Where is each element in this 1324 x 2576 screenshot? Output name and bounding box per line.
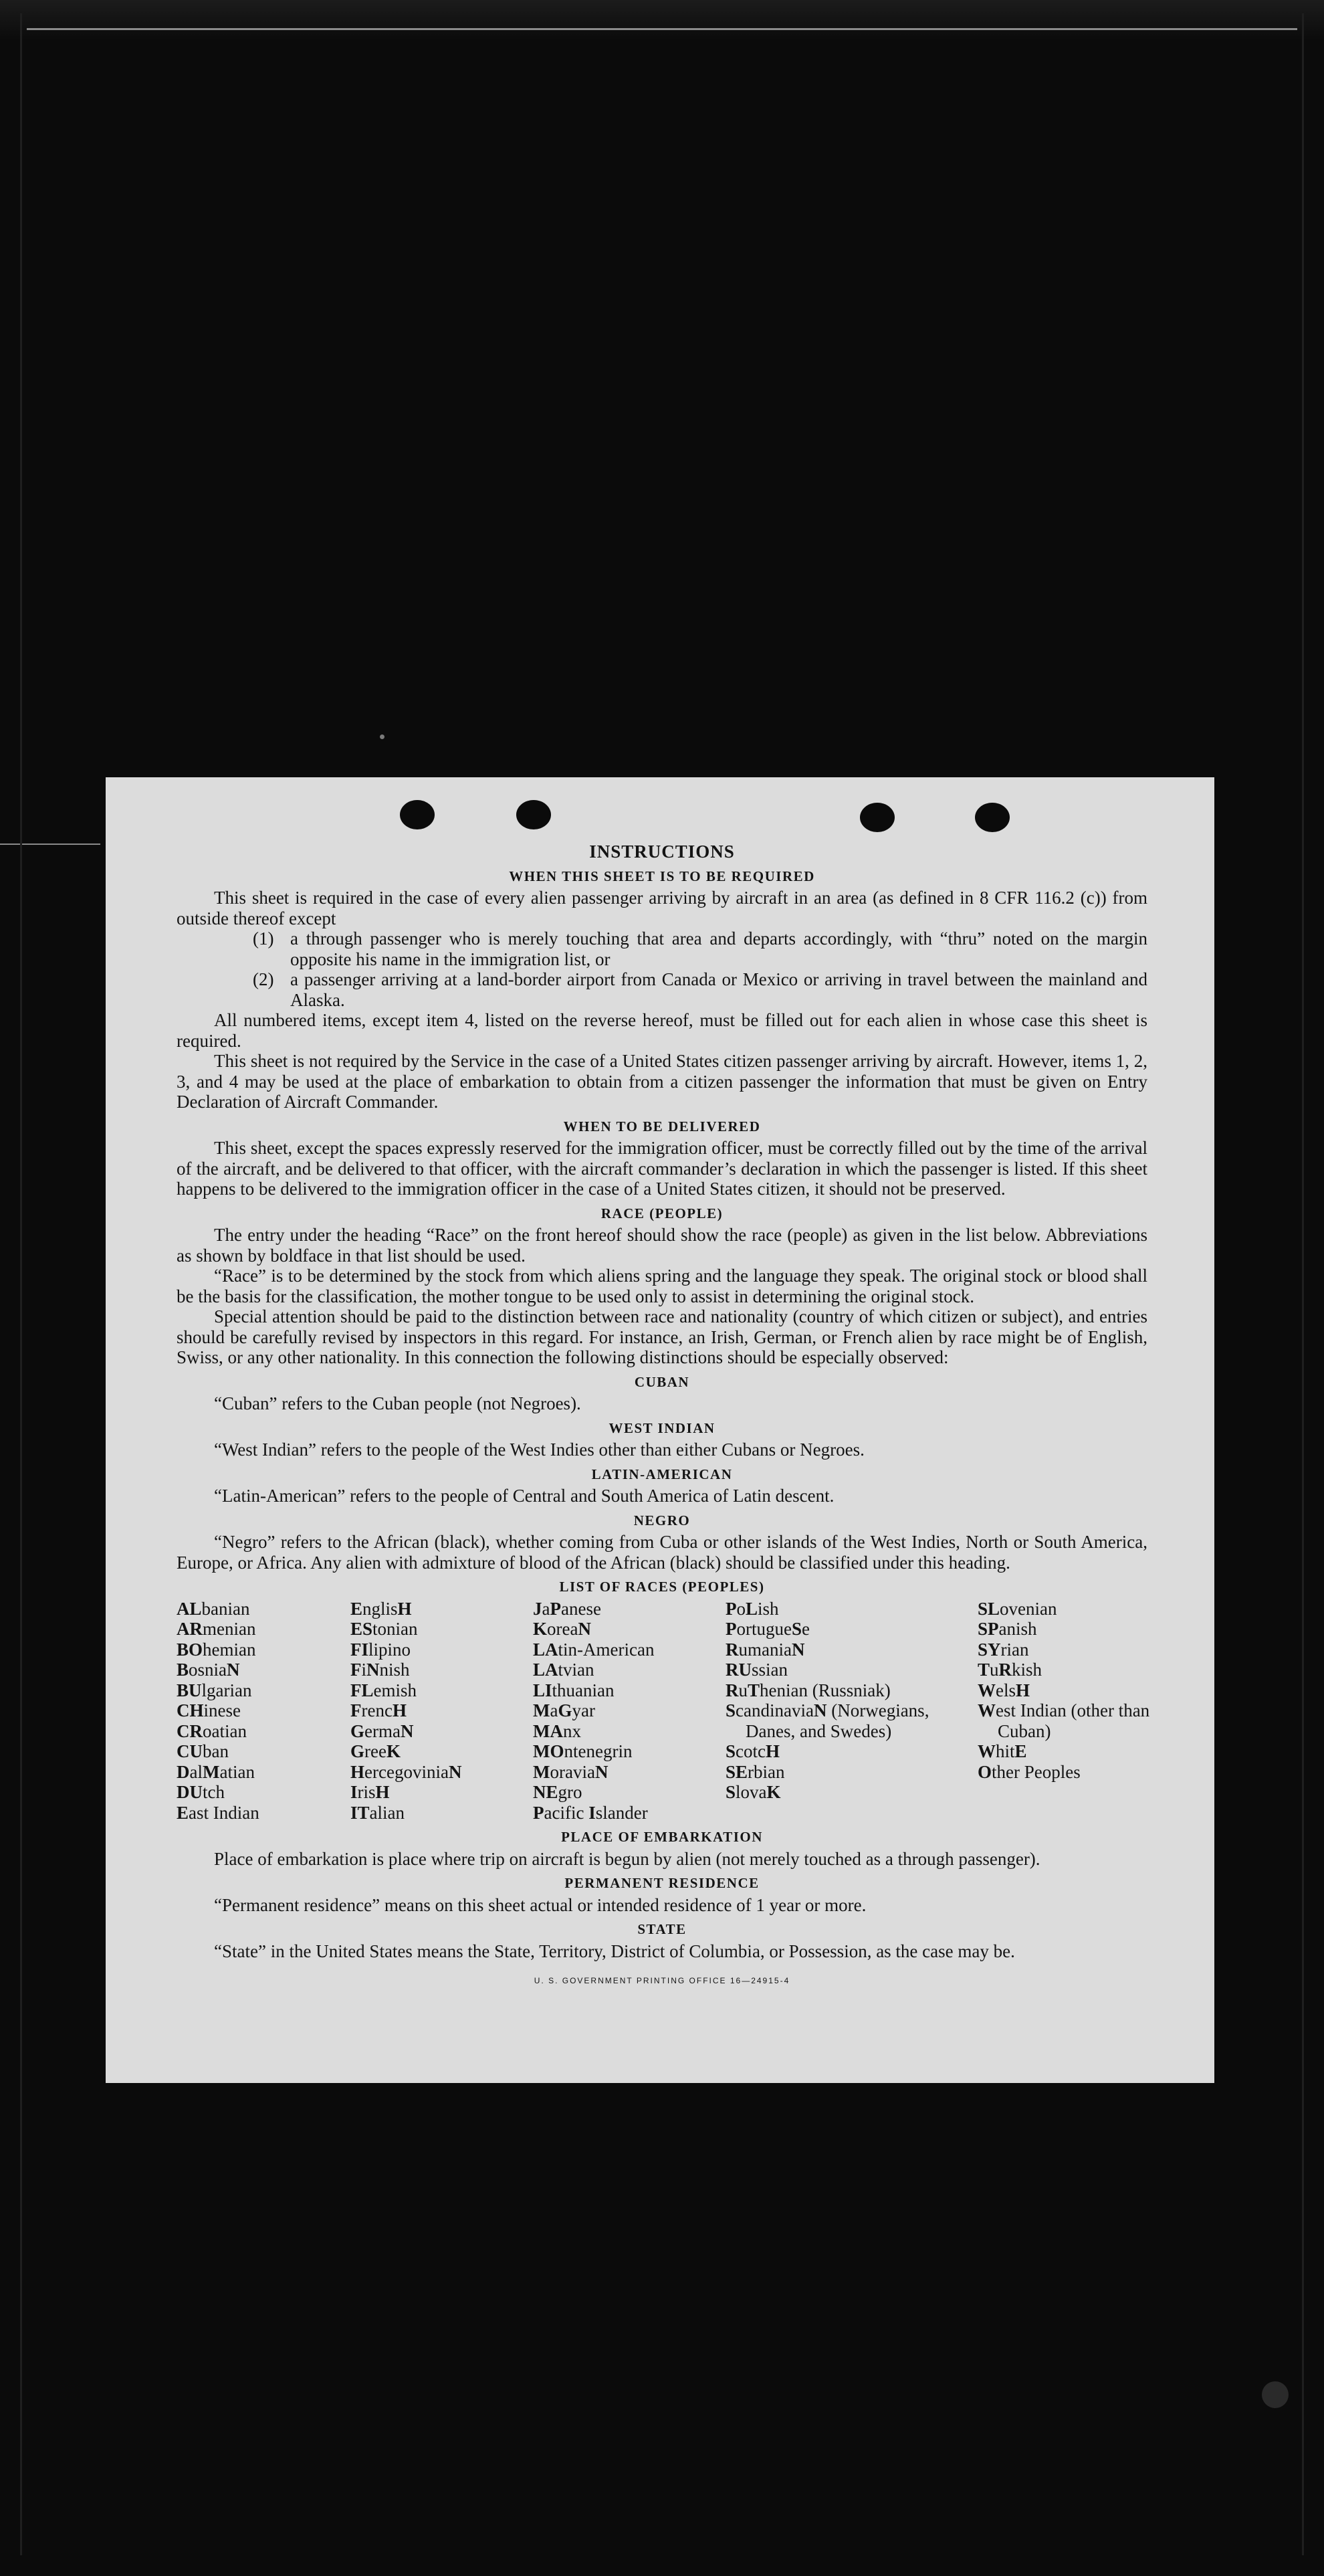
race-name-part: slander <box>595 1802 648 1823</box>
race-name-part: ntenegrin <box>564 1741 633 1761</box>
paragraph: “Latin-American” refers to the people of Central and South America of Latin descent. <box>214 1486 835 1506</box>
race-name-part: lgarian <box>201 1680 252 1700</box>
race-name-part: inese <box>203 1700 241 1720</box>
race-entry <box>726 1640 978 1660</box>
race-abbreviation: S <box>726 1741 736 1761</box>
race-column <box>533 1599 726 1823</box>
paragraph: “West Indian” refers to the people of the West Indies other than either Cubans or Negroes. <box>214 1440 865 1460</box>
paragraph: “State” in the United States means the State, Territory, District of Columbia, or Possession, as the case may be. <box>214 1941 1015 1961</box>
race-entry <box>350 1700 533 1721</box>
race-entry <box>533 1721 726 1742</box>
race-entry <box>533 1782 726 1803</box>
race-entry <box>533 1619 726 1640</box>
race-entry <box>177 1721 350 1742</box>
race-entry <box>177 1782 350 1803</box>
race-abbreviation: T <box>748 1680 760 1700</box>
race-name-part: lipino <box>368 1639 411 1660</box>
race-name-part: alian <box>369 1802 405 1823</box>
race-entry <box>350 1803 533 1823</box>
race-name-part: tch <box>203 1782 225 1802</box>
race-entry <box>177 1660 350 1680</box>
race-entry <box>533 1660 726 1680</box>
race-abbreviation: ES <box>350 1619 373 1639</box>
race-abbreviation: N <box>448 1761 462 1782</box>
race-name-part: menian <box>203 1619 256 1639</box>
race-entry <box>726 1762 978 1783</box>
section-heading: WEST INDIAN <box>609 1419 715 1436</box>
race-entry <box>350 1619 533 1640</box>
race-entry <box>978 1762 1151 1783</box>
race-name-part: umania <box>738 1639 792 1660</box>
race-name-part: (Norwegians, Danes, and Swedes) <box>746 1700 929 1741</box>
race-name-part: kish <box>1012 1660 1042 1680</box>
race-abbreviation: W <box>978 1700 996 1720</box>
race-entry <box>978 1599 1151 1619</box>
race-abbreviation: H <box>350 1761 365 1782</box>
race-abbreviation: N <box>227 1660 240 1680</box>
race-abbreviation: SY <box>978 1639 1001 1660</box>
race-abbreviation: E <box>177 1802 189 1823</box>
race-abbreviation: G <box>558 1700 572 1720</box>
race-abbreviation: R <box>726 1680 739 1700</box>
race-abbreviation: P <box>726 1619 737 1639</box>
race-name-part: tin-American <box>558 1639 655 1660</box>
race-name-part: ortugue <box>736 1619 792 1639</box>
printing-office-footer: U. S. GOVERNMENT PRINTING OFFICE 16—24915-4 <box>534 1976 790 1985</box>
race-abbreviation: E <box>350 1598 363 1619</box>
race-name-part: est Indian (other than Cuban) <box>996 1700 1150 1741</box>
race-entry <box>177 1803 350 1823</box>
race-entry <box>726 1741 978 1762</box>
document-title: INSTRUCTIONS <box>589 841 735 862</box>
race-name-part: banian <box>201 1598 250 1619</box>
section-heading: LIST OF RACES (PEOPLES) <box>559 1579 765 1595</box>
race-abbreviation: LA <box>533 1660 558 1680</box>
paragraph: Special attention should be paid to the distinction between race and nationality (country of which citizen or subject), and entries should be carefully revised by inspectors in this regard. For instance, an Irish, German, or French alien by race might be of English, Swiss, or any other nationality. In this connection the following distinctions should be especially observed: <box>177 1306 1147 1367</box>
race-abbreviation: T <box>978 1660 990 1680</box>
race-abbreviation: LA <box>533 1639 558 1660</box>
race-name-part: renc <box>361 1700 393 1720</box>
race-abbreviation: FI <box>350 1639 368 1660</box>
race-abbreviation: CH <box>177 1700 204 1720</box>
race-entry <box>350 1599 533 1619</box>
race-name-part: ast Indian <box>189 1802 259 1823</box>
race-column <box>350 1599 533 1823</box>
race-entry <box>177 1619 350 1640</box>
race-abbreviation: I <box>588 1802 596 1823</box>
race-abbreviation: P <box>533 1802 544 1823</box>
race-abbreviation: B <box>177 1660 189 1680</box>
race-name-part: rian <box>1000 1639 1029 1660</box>
race-name-part: yar <box>572 1700 595 1720</box>
race-abbreviation: N <box>813 1700 827 1720</box>
race-name-part: u <box>738 1680 748 1700</box>
section-heading: PLACE OF EMBARKATION <box>561 1829 763 1845</box>
paragraph: “Race” is to be determined by the stock from which aliens spring and the language they speak. The original stock or blood shall be the basis for the classification, the mother tongue to be used only to assist in determining the original stock. <box>177 1266 1147 1306</box>
race-abbreviation: FL <box>350 1680 374 1700</box>
race-name-part: anese <box>560 1598 601 1619</box>
race-name-part: henian (Russniak) <box>760 1680 891 1700</box>
race-entry <box>533 1680 726 1701</box>
race-abbreviation: MO <box>533 1741 564 1761</box>
race-abbreviation: R <box>726 1639 739 1660</box>
dust-speck <box>380 734 384 739</box>
race-entry <box>978 1680 1151 1701</box>
race-name-part: oravia <box>550 1761 595 1782</box>
race-entry <box>533 1741 726 1762</box>
race-abbreviation: AR <box>177 1619 203 1639</box>
paragraph: This sheet is required in the case of every alien passenger arriving by aircraft in an area (as defined in 8 CFR 116.2 (c)) from outside thereof except <box>177 888 1147 928</box>
race-abbreviation: P <box>550 1598 561 1619</box>
race-abbreviation: BO <box>177 1639 203 1660</box>
race-entry <box>726 1660 978 1680</box>
race-abbreviation: J <box>533 1598 542 1619</box>
race-name-part: lova <box>736 1782 767 1802</box>
race-name-part: rbian <box>748 1761 785 1782</box>
race-abbreviation: S <box>791 1619 802 1639</box>
race-column <box>177 1599 350 1823</box>
race-name-part: ban <box>203 1741 229 1761</box>
race-abbreviation: N <box>400 1720 414 1741</box>
race-name-part: a <box>550 1700 558 1720</box>
race-entry <box>533 1700 726 1721</box>
race-abbreviation: H <box>392 1700 407 1720</box>
race-entry <box>350 1762 533 1783</box>
race-entry <box>350 1660 533 1680</box>
list-item <box>253 969 1147 1010</box>
race-entry <box>177 1741 350 1762</box>
race-entry <box>177 1700 350 1721</box>
race-entry <box>726 1680 978 1701</box>
dust-speck <box>1262 2381 1289 2408</box>
race-name-part: ssian <box>752 1660 788 1680</box>
section-heading: CUBAN <box>634 1373 690 1390</box>
race-entry <box>978 1741 1151 1762</box>
race-name-part: erma <box>364 1720 401 1741</box>
list-number: (1) <box>253 928 274 949</box>
race-entry <box>533 1762 726 1783</box>
race-abbreviation: E <box>1014 1741 1027 1761</box>
race-column <box>978 1599 1151 1823</box>
race-abbreviation: DU <box>177 1782 203 1802</box>
race-entry <box>177 1680 350 1701</box>
section-heading: NEGRO <box>633 1512 691 1528</box>
paragraph: “Permanent residence” means on this sheet actual or intended residence of 1 year or more. <box>214 1894 867 1915</box>
race-entry <box>726 1700 978 1741</box>
race-name-part: cotc <box>736 1741 766 1761</box>
race-abbreviation: CU <box>177 1741 203 1761</box>
race-name-part: els <box>996 1680 1016 1700</box>
race-abbreviation: W <box>978 1741 996 1761</box>
race-name-part: gro <box>558 1782 582 1802</box>
race-abbreviation: LI <box>533 1680 552 1700</box>
race-abbreviation: AL <box>177 1598 202 1619</box>
race-entry <box>726 1619 978 1640</box>
race-entry <box>177 1762 350 1783</box>
race-abbreviation: S <box>726 1700 736 1720</box>
race-entry <box>350 1741 533 1762</box>
race-abbreviation: O <box>978 1761 992 1782</box>
race-entry <box>177 1599 350 1619</box>
race-entry <box>177 1640 350 1660</box>
paragraph: All numbered items, except item 4, listed on the reverse hereof, must be filled out for each alien in whose case this sheet is required. <box>177 1010 1147 1051</box>
race-abbreviation: P <box>726 1598 737 1619</box>
race-abbreviation: F <box>350 1660 362 1680</box>
race-name-part: acific <box>544 1802 589 1823</box>
race-entry <box>350 1640 533 1660</box>
paragraph: “Negro” refers to the African (black), whether coming from Cuba or other islands of the West Indies, North or South America, Europe, or Africa. Any alien with admixture of blood of the African (black) should be classified under this heading. <box>177 1532 1147 1573</box>
race-abbreviation: SL <box>978 1598 1000 1619</box>
race-abbreviation: L <box>746 1598 758 1619</box>
race-entry <box>978 1619 1151 1640</box>
section-heading: STATE <box>637 1921 687 1937</box>
race-name-part: i <box>361 1660 367 1680</box>
paragraph: The entry under the heading “Race” on the front hereof should show the race (people) as given in the list below. Abbreviations as shown by boldface in that list should be used. <box>177 1225 1147 1266</box>
race-abbreviation: H <box>375 1782 390 1802</box>
race-entry <box>726 1782 978 1803</box>
race-abbreviation: SE <box>726 1761 748 1782</box>
race-name-part: tonian <box>372 1619 418 1639</box>
list-text: a through passenger who is merely touching that area and departs accordingly, with “thru” noted on the margin opposite his name in the immigration list, or <box>290 928 1147 969</box>
section-heading: RACE (PEOPLE) <box>600 1205 724 1221</box>
race-abbreviation: NE <box>533 1782 558 1802</box>
race-column <box>726 1599 978 1823</box>
race-abbreviation: S <box>726 1782 736 1802</box>
race-abbreviation: N <box>578 1619 591 1639</box>
punch-hole <box>400 800 435 829</box>
race-name-part: nglis <box>362 1598 398 1619</box>
race-abbreviation: D <box>177 1761 190 1782</box>
race-abbreviation: K <box>386 1741 401 1761</box>
race-name-part: ish <box>758 1598 779 1619</box>
race-name-part: thuanian <box>552 1680 615 1700</box>
race-name-part: oatian <box>203 1720 247 1741</box>
punch-hole <box>860 803 895 832</box>
race-abbreviation: MA <box>533 1720 563 1741</box>
section-heading: PERMANENT RESIDENCE <box>564 1875 760 1891</box>
race-entry <box>533 1640 726 1660</box>
list-text: a passenger arriving at a land-border airport from Canada or Mexico or arriving in travel between the mainland and Alaska. <box>290 969 1147 1010</box>
race-abbreviation: H <box>397 1598 412 1619</box>
race-abbreviation: RU <box>726 1660 752 1680</box>
race-entry <box>978 1700 1151 1741</box>
race-abbreviation: K <box>533 1619 548 1639</box>
race-entry <box>533 1599 726 1619</box>
section-heading: LATIN-AMERICAN <box>591 1466 733 1482</box>
paragraph: This sheet is not required by the Service in the case of a United States citizen passenger arriving by aircraft. However, items 1, 2, 3, and 4 may be used at the place of embarkation to obtain from a citizen passenger the information that must be given on Entry Declaration of Aircraft Commander. <box>177 1051 1147 1112</box>
race-name-part: candinavia <box>736 1700 814 1720</box>
section-heading: WHEN TO BE DELIVERED <box>563 1118 761 1134</box>
list-item <box>253 928 1147 969</box>
race-abbreviation: F <box>350 1700 362 1720</box>
race-name-part: nx <box>562 1720 581 1741</box>
race-entry <box>350 1680 533 1701</box>
race-name-part: al <box>189 1761 203 1782</box>
race-abbreviation: BU <box>177 1680 202 1700</box>
paragraph: “Cuban” refers to the Cuban people (not Negroes). <box>214 1393 581 1413</box>
race-abbreviation: K <box>766 1782 781 1802</box>
race-abbreviation: M <box>533 1700 550 1720</box>
race-abbreviation: I <box>350 1782 358 1802</box>
race-abbreviation: M <box>533 1761 550 1782</box>
race-abbreviation: SP <box>978 1619 999 1639</box>
race-entry <box>350 1721 533 1742</box>
race-name-part: hit <box>996 1741 1015 1761</box>
race-abbreviation: W <box>978 1680 996 1700</box>
race-entry <box>350 1782 533 1803</box>
race-abbreviation: N <box>594 1761 609 1782</box>
race-name-part: ree <box>364 1741 387 1761</box>
race-name-part: hemian <box>203 1639 256 1660</box>
race-name-part: ercegovinia <box>364 1761 449 1782</box>
race-entry <box>978 1640 1151 1660</box>
race-abbreviation: N <box>366 1660 380 1680</box>
race-entry <box>533 1803 726 1823</box>
paragraph: This sheet, except the spaces expressly reserved for the immigration officer, must be correctly filled out by the time of the arrival of the aircraft, and be delivered to that officer, with the aircraft commander’s declaration in which the passenger is listed. If this sheet happens to be delivered to the immigration officer in the case of a United States citizen, it should not be preserved. <box>177 1138 1147 1199</box>
instruction-sheet <box>106 777 1214 2083</box>
punch-hole <box>516 800 551 829</box>
race-abbreviation: M <box>203 1761 220 1782</box>
race-name-part: tvian <box>558 1660 594 1680</box>
race-name-part: ris <box>357 1782 376 1802</box>
paragraph: Place of embarkation is place where trip on aircraft is begun by alien (not merely touched as a through passenger). <box>214 1848 1040 1869</box>
race-name-part: ther Peoples <box>992 1761 1081 1782</box>
race-name-part: anish <box>998 1619 1037 1639</box>
race-name-part: emish <box>373 1680 417 1700</box>
punch-hole <box>975 803 1010 832</box>
race-abbreviation: G <box>350 1741 365 1761</box>
race-abbreviation: G <box>350 1720 365 1741</box>
race-name-part: orea <box>547 1619 578 1639</box>
race-name-part: nish <box>379 1660 410 1680</box>
race-abbreviation: CR <box>177 1720 203 1741</box>
race-name-part: ovenian <box>1000 1598 1057 1619</box>
race-name-part: o <box>736 1598 746 1619</box>
list-number: (2) <box>253 969 274 989</box>
race-abbreviation: N <box>791 1639 805 1660</box>
race-abbreviation: R <box>998 1660 1012 1680</box>
race-entry <box>726 1599 978 1619</box>
section-heading: WHEN THIS SHEET IS TO BE REQUIRED <box>509 868 815 884</box>
race-name-part: a <box>542 1598 550 1619</box>
race-name-part: osnia <box>189 1660 227 1680</box>
race-name-part: e <box>802 1619 810 1639</box>
race-abbreviation: H <box>1016 1680 1030 1700</box>
race-abbreviation: IT <box>350 1802 370 1823</box>
race-name-part: atian <box>219 1761 255 1782</box>
race-abbreviation: H <box>766 1741 780 1761</box>
race-name-part: u <box>990 1660 999 1680</box>
race-entry <box>978 1660 1151 1680</box>
race-list <box>177 1598 1150 1823</box>
